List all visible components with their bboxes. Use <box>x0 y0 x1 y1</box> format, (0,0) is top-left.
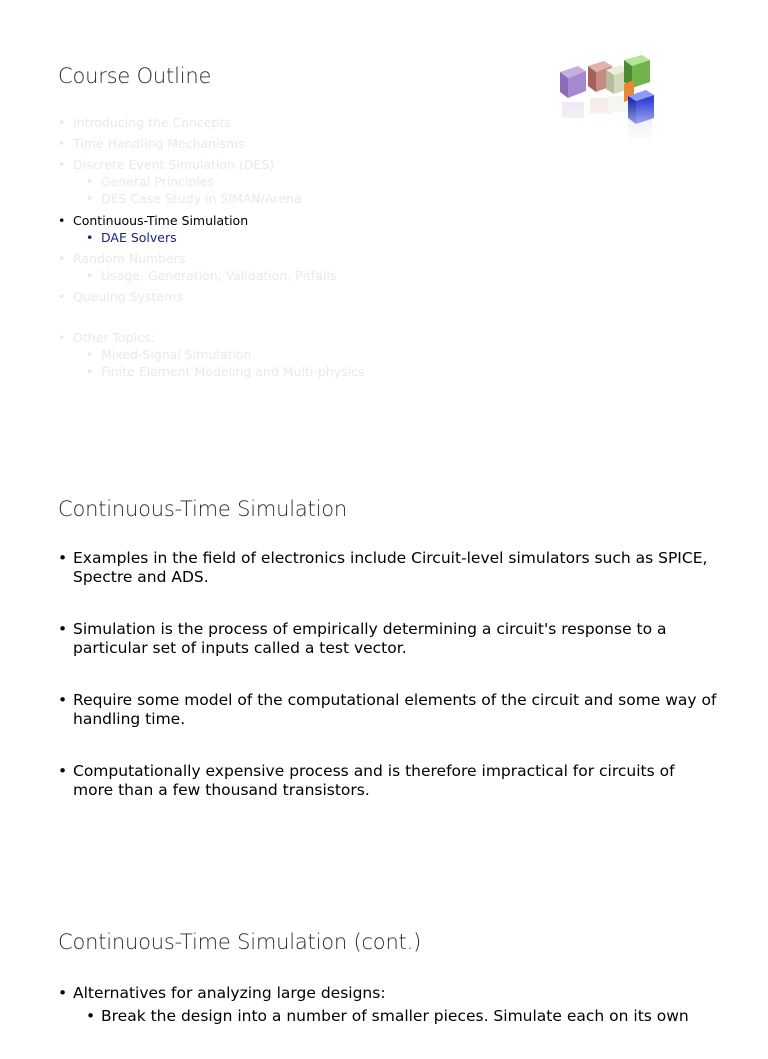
outline-subitem-des-case-study: • DES Case Study in SIMAN/Arena <box>58 190 364 207</box>
outline-subitem-dae-solvers: • DAE Solvers <box>58 229 364 246</box>
outline-subitem-fem: • Finite Element Modeling and Multi-physics <box>58 363 364 380</box>
slide-title: Continuous-Time Simulation (cont.) <box>58 930 422 954</box>
outline-item-other-topics: • Other Topics: <box>58 329 364 346</box>
outline-item-random-numbers: • Random Numbers <box>58 250 364 267</box>
bullet-simulation-definition: • Simulation is the process of empirically determining a circuit's response to a particular set of inputs called a test vector. <box>58 620 718 657</box>
outline-subitem-general-principles: • General Principles <box>58 173 364 190</box>
bullet-computational-cost: • Computationally expensive process and is therefore impractical for circuits of more than a few thousand transistors. <box>58 762 718 799</box>
bullet-alternatives: • Alternatives for analyzing large designs: <box>58 984 718 1003</box>
outline-item-des: • Discrete Event Simulation (DES) <box>58 156 364 173</box>
outline-item-concepts: • Introducing the Concepts <box>58 114 364 131</box>
outline-item-continuous-time: • Continuous-Time Simulation <box>58 212 364 229</box>
slide-title: Course Outline <box>58 64 212 88</box>
outline-item-queuing: • Queuing Systems <box>58 288 364 305</box>
bullet-electronics-simulators: • Examples in the field of electronics include Circuit-level simulators such as SPICE, Spectre and ADS. <box>58 549 718 586</box>
subbullet-break-design: • Break the design into a number of smaller pieces. Simulate each on its own <box>58 1007 718 1026</box>
outline-item-time-handling: • Time Handling Mechanisms <box>58 135 364 152</box>
bullet-list <box>58 984 718 1059</box>
bullet-model-requirement: • Require some model of the computational elements of the circuit and some way of handling time. <box>58 691 718 728</box>
outline-subitem-usage: • Usage, Generation, Validation, Pitfalls <box>58 267 364 284</box>
slide-title: Continuous-Time Simulation <box>58 497 347 521</box>
outline-subitem-mixed-signal: • Mixed-Signal Simulation <box>58 346 364 363</box>
